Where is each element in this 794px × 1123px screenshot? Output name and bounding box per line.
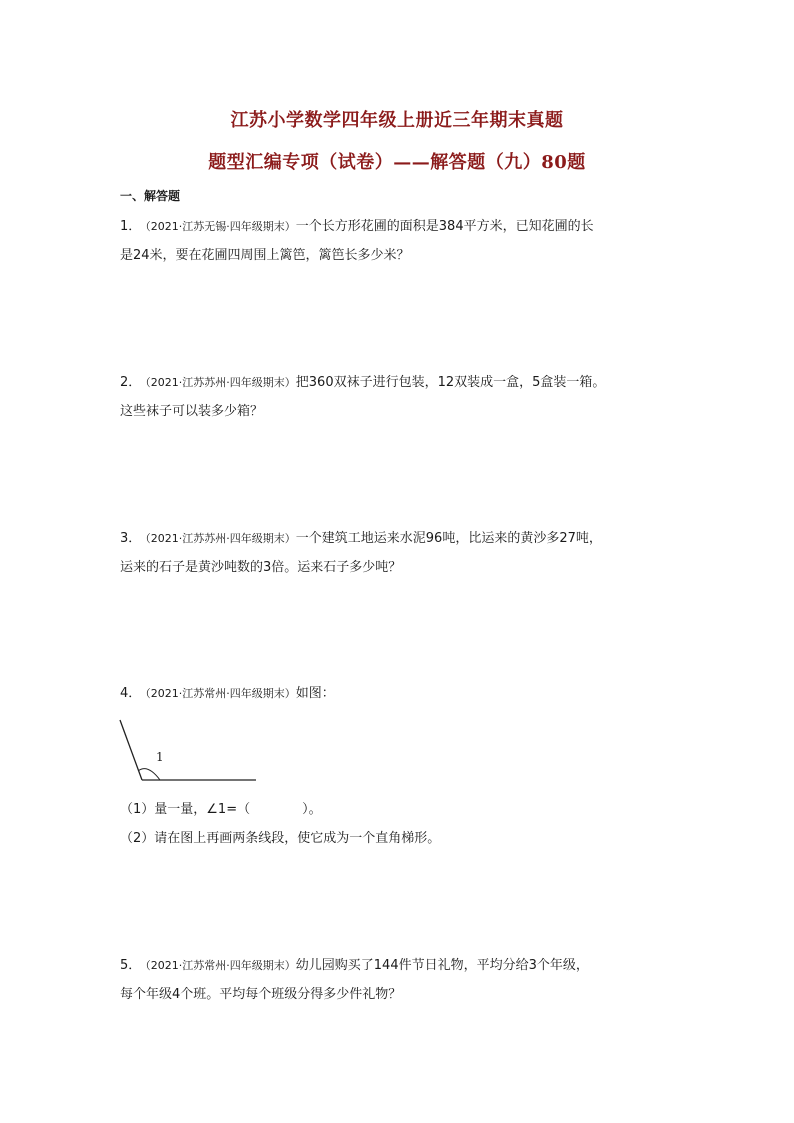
question-text: 一个建筑工地运来水泥96吨，比运来的黄沙多27吨， [295, 531, 602, 546]
question-3 [120, 529, 602, 549]
document-subtitle: 题型汇编专项（试卷）——解答题（九）80题 [208, 152, 586, 173]
question-text: 把360双袜子进行包装，12双装成一盒，5盒装一箱。 [295, 375, 606, 390]
question-2 [120, 373, 605, 393]
angle-diagram [118, 718, 268, 788]
question-4-part-2: （2）请在图上再画两条线段，使它成为一个直角梯形。 [120, 831, 441, 846]
question-source: （2021·江苏常州·四年级期末） [145, 959, 296, 972]
angle-figure [118, 718, 268, 792]
question-number: 2． [120, 375, 142, 390]
question-2-continued: 这些袜子可以装多少箱？ [120, 404, 264, 419]
question-5-continued: 每个年级4个班。平均每个班级分得多少件礼物？ [120, 987, 402, 1002]
question-3-continued: 运来的石子是黄沙吨数的3倍。运来石子多少吨？ [120, 560, 402, 575]
question-source: （2021·江苏苏州·四年级期末） [145, 376, 296, 389]
question-4-part-1: （1）量一量，∠1=（ ）。 [120, 802, 322, 817]
question-source: （2021·江苏常州·四年级期末） [145, 687, 296, 700]
angle-label: 1 [156, 750, 164, 764]
question-4 [120, 684, 335, 704]
question-number: 1． [120, 219, 142, 234]
question-1-continued: 是24米，要在花圃四周围上篱笆，篱笆长多少米？ [120, 248, 410, 263]
question-text: 一个长方形花圃的面积是384平方米，已知花圃的长 [295, 219, 594, 234]
question-text: 幼儿园购买了144件节日礼物，平均分给3个年级， [295, 958, 589, 973]
question-source: （2021·江苏苏州·四年级期末） [145, 532, 296, 545]
question-5 [120, 956, 589, 976]
question-number: 3． [120, 531, 142, 546]
question-source: （2021·江苏无锡·四年级期末） [145, 220, 296, 233]
question-number: 4． [120, 686, 142, 701]
section-heading: 一、解答题 [120, 189, 181, 203]
angle-ray-slanted [120, 720, 142, 780]
question-number: 5． [120, 958, 142, 973]
question-1 [120, 217, 594, 237]
question-text: 如图： [295, 686, 335, 701]
document-title: 江苏小学数学四年级上册近三年期末真题 [230, 110, 564, 131]
